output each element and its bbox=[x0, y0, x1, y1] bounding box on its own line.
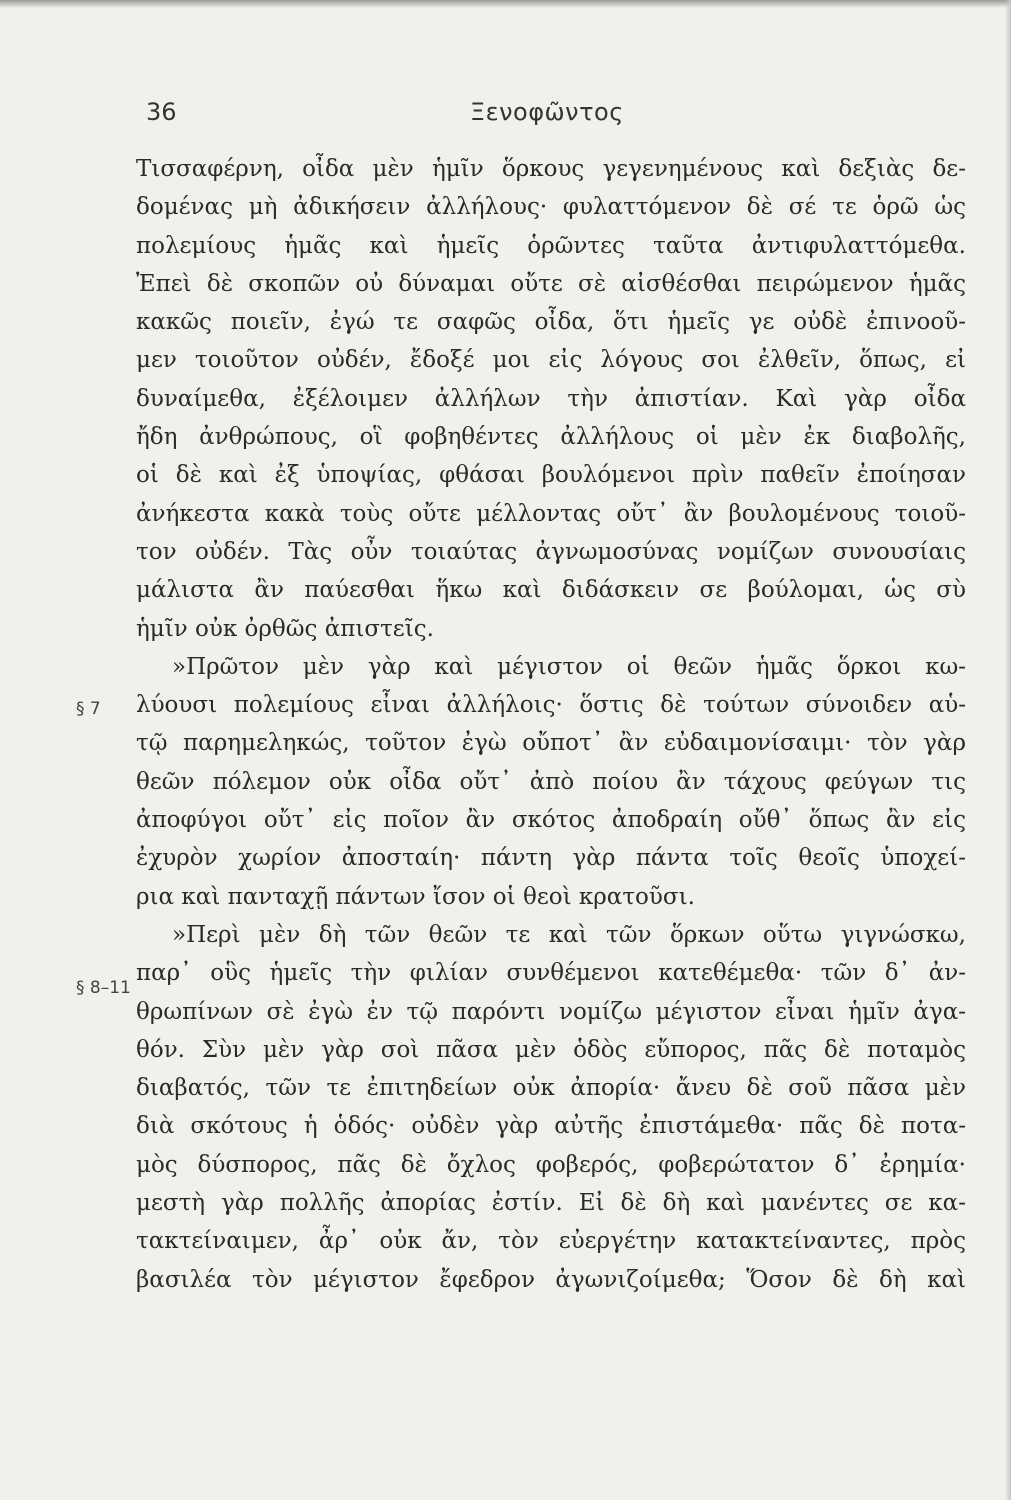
text-line: μεν τοιοῦτον οὐδέν, ἔδοξέ μοι εἰς λόγους σοι ἐλθεῖν, ὅπως, εἰ bbox=[136, 347, 966, 374]
page-top-edge bbox=[0, 0, 1011, 8]
running-title: Ξενοφῶντος bbox=[470, 98, 624, 126]
text-line: θρωπίνων σὲ ἐγὼ ἐν τῷ παρόντι νομίζω μέγιστον εἶναι ἡμῖν ἀγα- bbox=[136, 998, 966, 1025]
text-line: τον οὐδέν. Τὰς οὖν τοιαύτας ἀγνωμοσύνας νομίζων συνουσίαις bbox=[136, 538, 966, 565]
text-line: θεῶν πόλεμον οὐκ οἶδα οὔτ᾽ ἀπὸ ποίου ἂν τάχους φεύγων τις bbox=[136, 768, 966, 795]
text-line: δομένας μὴ ἀδικήσειν ἀλλήλους· φυλαττόμενον δὲ σέ τε ὁρῶ ὡς bbox=[136, 194, 966, 221]
text-line: βασιλέα τὸν μέγιστον ἔφεδρον ἀγωνιζοίμεθα; Ὅσον δὲ δὴ καὶ bbox=[136, 1266, 966, 1293]
section-mark-7: § 7 bbox=[76, 699, 101, 719]
text-line: ἀποφύγοι οὔτ᾽ εἰς ποῖον ἂν σκότος ἀποδραίη οὔθ᾽ ὅπως ἂν εἰς bbox=[136, 807, 966, 834]
text-line: μάλιστα ἂν παύεσθαι ἥκω καὶ διδάσκειν σε βούλομαι, ὡς σὺ bbox=[136, 577, 966, 604]
text-line: κακῶς ποιεῖν, ἐγώ τε σαφῶς οἶδα, ὅτι ἡμεῖς γε οὐδὲ ἐπινοοῦ- bbox=[136, 309, 966, 336]
running-head bbox=[0, 98, 1011, 134]
text-line: παρ᾽ οὓς ἡμεῖς τὴν φιλίαν συνθέμενοι κατεθέμεθα· τῶν δ᾽ ἀν- bbox=[136, 960, 966, 987]
text-line: τῷ παρημεληκώς, τοῦτον ἐγὼ οὔποτ᾽ ἂν εὐδαιμονίσαιμι· τὸν γὰρ bbox=[136, 730, 966, 757]
section-mark-8-11: § 8–11 bbox=[76, 978, 131, 998]
text-line: οἱ δὲ καὶ ἐξ ὑποψίας, φθάσαι βουλόμενοι πρὶν παθεῖν ἐποίησαν bbox=[136, 462, 966, 489]
text-line: δυναίμεθα, ἐξέλοιμεν ἀλλήλων τὴν ἀπιστίαν. Καὶ γὰρ οἶδα bbox=[136, 385, 966, 412]
text-line: διὰ σκότους ἡ ὁδός· οὐδὲν γὰρ αὐτῆς ἐπιστάμεθα· πᾶς δὲ ποτα- bbox=[136, 1113, 966, 1140]
text-line: »Περὶ μὲν δὴ τῶν θεῶν τε καὶ τῶν ὅρκων οὕτω γιγνώσκω, bbox=[172, 921, 966, 948]
text-line: λύουσι πολεμίους εἶναι ἀλλήλοις· ὅστις δὲ τούτων σύνοιδεν αὑ- bbox=[136, 692, 966, 719]
text-line: διαβατός, τῶν τε ἐπιτηδείων οὐκ ἀπορία· ἄνευ δὲ σοῦ πᾶσα μὲν bbox=[136, 1075, 966, 1102]
page-right-edge bbox=[1005, 0, 1011, 1500]
text-line: μεστὴ γὰρ πολλῆς ἀπορίας ἐστίν. Εἰ δὲ δὴ καὶ μανέντες σε κα- bbox=[136, 1190, 966, 1217]
text-line: Ἐπεὶ δὲ σκοπῶν οὐ δύναμαι οὔτε σὲ αἰσθέσθαι πειρώμενον ἡμᾶς bbox=[136, 270, 966, 297]
text-line: ἐχυρὸν χωρίον ἀποσταίη· πάντη γὰρ πάντα τοῖς θεοῖς ὑποχεί- bbox=[136, 845, 966, 872]
text-line: ἡμῖν οὐκ ὀρθῶς ἀπιστεῖς. bbox=[136, 615, 434, 642]
text-line: ρια καὶ πανταχῇ πάντων ἴσον οἱ θεοὶ κρατοῦσι. bbox=[136, 883, 695, 910]
text-line: θόν. Σὺν μὲν γὰρ σοὶ πᾶσα μὲν ὁδὸς εὔπορος, πᾶς δὲ ποταμὸς bbox=[136, 1036, 966, 1063]
text-line: τακτείναιμεν, ἆρ᾽ οὐκ ἄν, τὸν εὐεργέτην κατακτείναντες, πρὸς bbox=[136, 1228, 966, 1255]
text-line: »Πρῶτον μὲν γὰρ καὶ μέγιστον οἱ θεῶν ἡμᾶς ὅρκοι κω- bbox=[172, 653, 966, 680]
text-line: πολεμίους ἡμᾶς καὶ ἡμεῖς ὁρῶντες ταῦτα ἀντιφυλαττόμεθα. bbox=[136, 232, 966, 259]
text-line: ἀνήκεστα κακὰ τοὺς οὔτε μέλλοντας οὔτ᾽ ἂν βουλομένους τοιοῦ- bbox=[136, 500, 966, 527]
page-number: 36 bbox=[146, 98, 177, 126]
text-line: ἤδη ἀνθρώπους, οἳ φοβηθέντες ἀλλήλους οἱ μὲν ἐκ διαβολῆς, bbox=[136, 424, 966, 451]
body-text bbox=[136, 150, 966, 1299]
text-line: Τισσαφέρνη, οἶδα μὲν ἡμῖν ὅρκους γεγενημένους καὶ δεξιὰς δε- bbox=[136, 156, 966, 182]
text-line: μὸς δύσπορος, πᾶς δὲ ὄχλος φοβερός, φοβερώτατον δ᾽ ἐρημία· bbox=[136, 1151, 966, 1178]
